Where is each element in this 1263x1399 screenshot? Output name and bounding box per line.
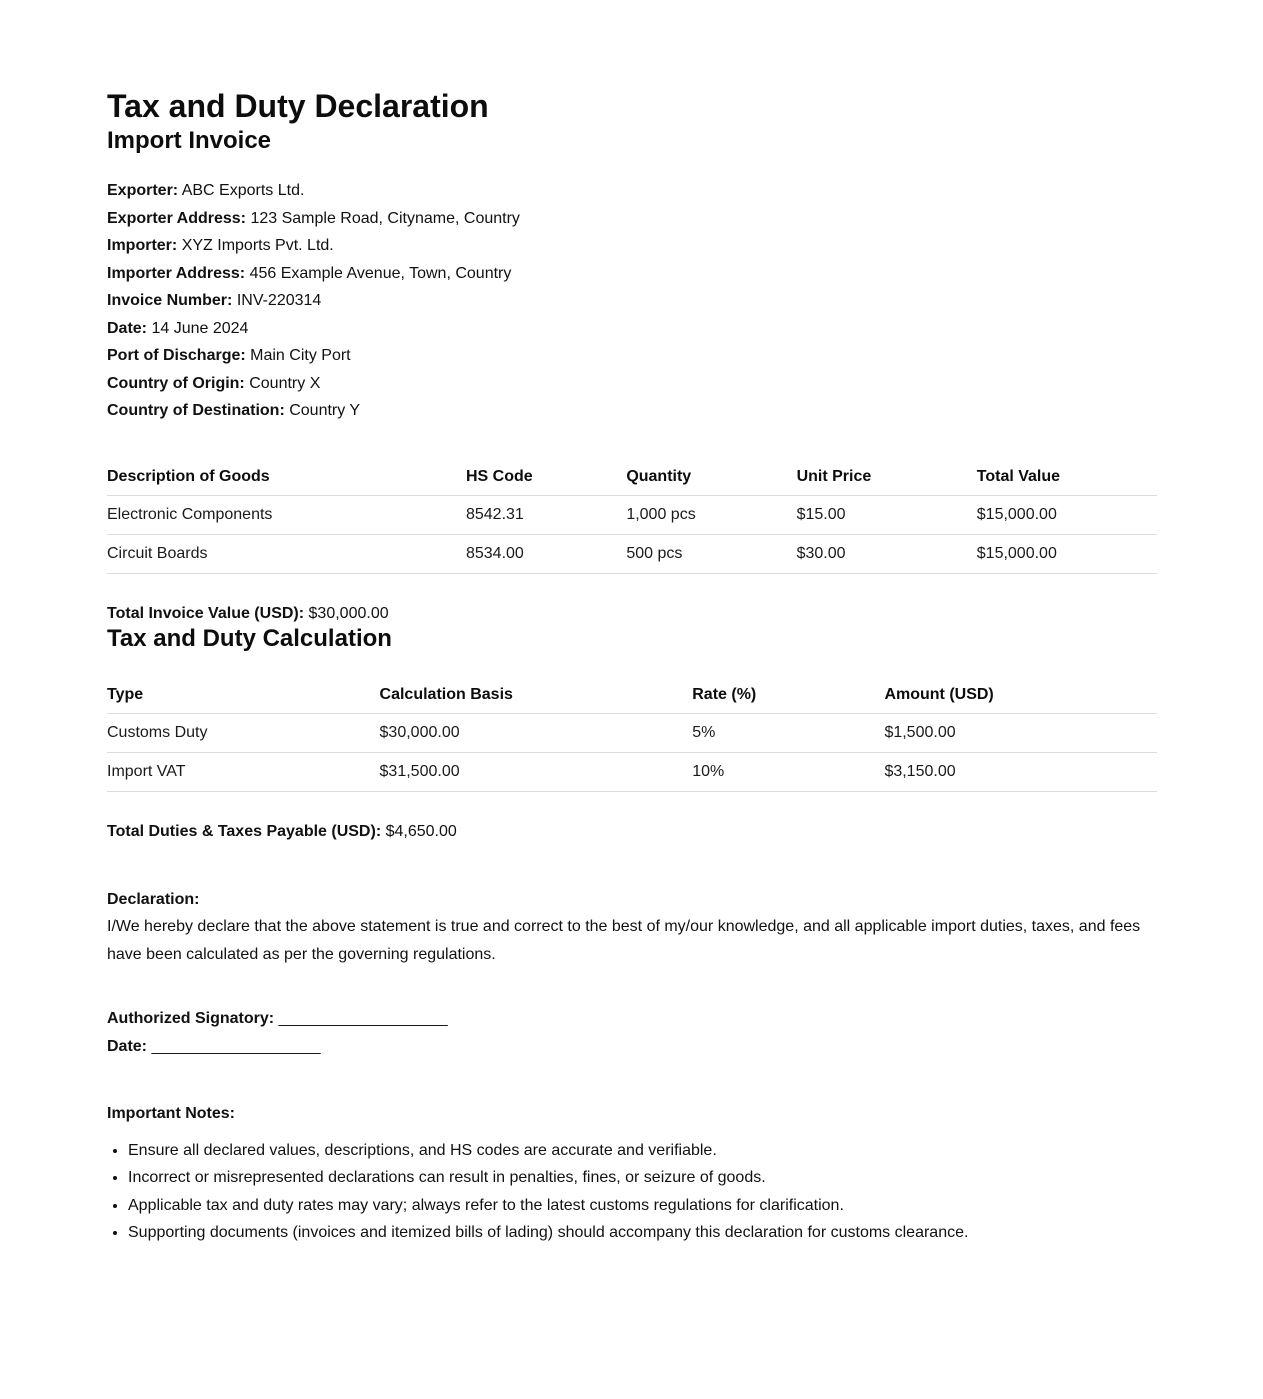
table-cell: Circuit Boards [107,534,466,573]
table-cell: Customs Duty [107,713,380,752]
table-row [107,534,1157,573]
column-header-unit-price: Unit Price [797,462,977,496]
signatory-blank-line: ___________________ [278,1010,448,1027]
page-title: Tax and Duty Declaration [107,88,489,124]
table-cell: $3,150.00 [884,752,1157,791]
table-cell: $31,500.00 [380,752,693,791]
field-label: Importer: [107,237,178,254]
tax-table [107,680,1157,792]
important-notes-label: Important Notes: [107,1105,235,1122]
field-importer-address [107,260,1157,288]
table-cell: $30.00 [797,534,977,573]
field-date [107,315,1157,343]
field-label: Date: [107,319,148,337]
field-label: Invoice Number: [107,292,233,309]
field-value: 14 June 2024 [151,319,249,337]
tax-table-header-row [107,680,1157,714]
column-header-quantity: Quantity [626,462,796,496]
column-header-type: Type [107,680,380,714]
important-notes-list [107,1137,1157,1241]
list-item-clipped: • Supporting documents (invoices and itemized bills of lading) should accompany this declaration for customs clearance. [128,1219,1157,1230]
total-invoice-value [107,604,1157,624]
table-cell: 8542.31 [466,495,626,534]
field-label: Importer Address: [107,264,246,282]
signature-date-label: Date: [107,1037,148,1055]
table-row [107,752,1157,791]
field-label: Exporter Address: [107,209,246,227]
field-value: XYZ Imports Pvt. Ltd. [181,237,334,254]
field-label: Country of Destination: [107,402,285,419]
field-value: 456 Example Avenue, Town, Country [249,264,512,282]
declaration-text: I/We hereby declare that the above statement is true and correct to the best of my/our knowledge, and all applicable import duties, taxes, and fees have been calculated as per the governing regulations. [107,918,1141,963]
total-invoice-value-amount: $30,000.00 [308,604,389,622]
column-header-amount: Amount (USD) [884,680,1157,714]
section-heading-import-invoice: Import Invoice [107,127,272,154]
declaration-label: Declaration: [107,890,200,908]
table-cell: $1,500.00 [884,713,1157,752]
table-cell: 1,000 pcs [626,495,796,534]
field-value: Main City Port [250,347,351,364]
table-cell: 8534.00 [466,534,626,573]
authorized-signatory-line [107,1005,1157,1033]
table-row [107,495,1157,534]
field-invoice-number [107,287,1157,315]
total-duties-payable-amount: $4,650.00 [385,822,457,840]
table-cell: Electronic Components [107,495,466,534]
goods-table [107,462,1157,574]
field-label: Exporter: [107,182,179,199]
field-value: Country Y [289,402,361,419]
signature-date-line [107,1033,1157,1061]
table-cell: $15,000.00 [977,534,1157,573]
field-exporter [107,177,1157,205]
table-row [107,713,1157,752]
goods-table-header-row [107,462,1157,496]
table-cell: $15.00 [797,495,977,534]
field-port-of-discharge [107,342,1157,370]
field-importer [107,232,1157,260]
field-exporter-address [107,205,1157,233]
field-value: Country X [249,374,321,392]
declaration-block [107,886,1157,969]
invoice-fields [107,177,1157,425]
table-cell: Import VAT [107,752,380,791]
table-cell: 5% [692,713,884,752]
column-header-calculation-basis: Calculation Basis [380,680,693,714]
signature-block [107,1005,1157,1060]
field-label: Country of Origin: [107,374,245,392]
column-header-rate: Rate (%) [692,680,884,714]
section-heading-tax-calculation: Tax and Duty Calculation [107,624,392,652]
total-duties-payable [107,822,1157,842]
field-value: ABC Exports Ltd. [181,182,305,199]
list-item: • Incorrect or misrepresented declarations can result in penalties, fines, or seizure of goods. [128,1164,1157,1192]
field-country-of-origin [107,370,1157,398]
table-cell: 10% [692,752,884,791]
list-item: • Ensure all declared values, descriptions, and HS codes are accurate and verifiable. [128,1137,1157,1165]
list-item: • Applicable tax and duty rates may vary; always refer to the latest customs regulations for clarification. [128,1192,1157,1220]
total-invoice-value-label: Total Invoice Value (USD): [107,604,305,622]
field-value: INV-220314 [236,292,322,309]
table-cell: $15,000.00 [977,495,1157,534]
field-label: Port of Discharge: [107,347,246,364]
total-duties-payable-label: Total Duties & Taxes Payable (USD): [107,822,382,840]
table-cell: $30,000.00 [380,713,693,752]
column-header-total-value: Total Value [977,462,1157,496]
field-value: 123 Sample Road, Cityname, Country [250,209,520,227]
date-blank-line: ___________________ [151,1037,321,1055]
authorized-signatory-label: Authorized Signatory: [107,1010,275,1027]
column-header-description: Description of Goods [107,462,466,496]
column-header-hs-code: HS Code [466,462,626,496]
table-cell: 500 pcs [626,534,796,573]
field-country-of-destination [107,397,1157,425]
